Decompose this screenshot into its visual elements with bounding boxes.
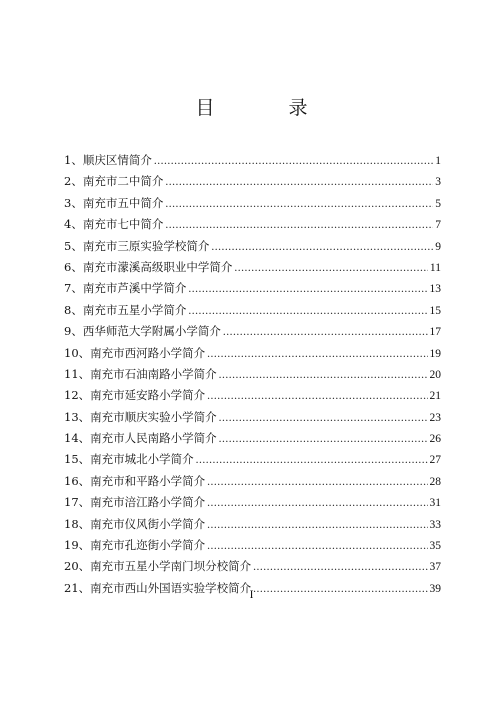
- toc-entry[interactable]: [64, 171, 441, 192]
- toc-entry-page: 19: [429, 347, 441, 360]
- toc-leader-dots: [219, 365, 428, 386]
- toc-entry[interactable]: [64, 236, 441, 257]
- toc-entry-label: 10、南充市西河路小学简介: [64, 345, 206, 360]
- toc-entry[interactable]: [64, 428, 441, 449]
- toc-entry-page: 9: [435, 240, 441, 253]
- toc-entry-page: 13: [429, 283, 441, 296]
- toc-entry-label: 18、南充市仪风街小学简介: [64, 516, 206, 531]
- toc-entry-label: 4、南充市七中简介: [64, 217, 164, 232]
- toc-leader-dots: [207, 386, 427, 407]
- toc-leader-dots: [207, 515, 427, 536]
- toc-entry-page: 31: [429, 497, 441, 510]
- toc-entry-label: 8、南充市五星小学简介: [64, 302, 187, 317]
- toc-entry-label: 12、南充市延安路小学简介: [64, 388, 206, 403]
- toc-leader-dots: [196, 450, 428, 471]
- toc-entry[interactable]: [64, 385, 441, 406]
- toc-entry-page: 27: [429, 454, 441, 467]
- toc-leader-dots: [188, 279, 427, 300]
- toc-entry-page: 17: [429, 326, 441, 339]
- toc-leader-dots: [211, 237, 433, 258]
- toc-leader-dots: [154, 151, 433, 172]
- toc-entry-label: 3、南充市五中简介: [64, 195, 164, 210]
- toc-entry[interactable]: [64, 257, 441, 278]
- toc-entry-label: 6、南充市濛溪高级职业中学简介: [64, 259, 233, 274]
- toc-entry[interactable]: [64, 535, 441, 556]
- toc-entry-label: 21、南充市西山外国语实验学校简介: [64, 580, 252, 595]
- toc-entry[interactable]: [64, 343, 441, 364]
- page-number: I: [249, 589, 254, 601]
- toc-leader-dots: [165, 215, 433, 236]
- toc-entry-page: 37: [429, 561, 441, 574]
- toc-entry-page: 26: [429, 433, 441, 446]
- toc-leader-dots: [219, 429, 428, 450]
- toc-entry[interactable]: [64, 278, 441, 299]
- toc-leader-dots: [165, 194, 433, 215]
- toc-leader-dots: [207, 344, 427, 365]
- toc-entry-label: 14、南充市人民南路小学简介: [64, 431, 217, 446]
- toc-entry-label: 7、南充市芦溪中学简介: [64, 281, 187, 296]
- toc-entry-page: 11: [429, 261, 441, 274]
- toc-entry-page: 5: [435, 197, 441, 210]
- toc-entry-label: 17、南充市涪江路小学简介: [64, 495, 206, 510]
- toc-leader-dots: [207, 493, 427, 514]
- page-title: 目 录: [195, 97, 342, 119]
- toc-entry[interactable]: [64, 214, 441, 235]
- toc-entry[interactable]: [64, 556, 441, 577]
- toc-leader-dots: [207, 536, 427, 557]
- toc-entry-label: 20、南充市五星小学南门坝分校简介: [64, 559, 252, 574]
- toc-entry[interactable]: [64, 300, 441, 321]
- toc-entry-page: 28: [429, 475, 441, 488]
- toc-entry[interactable]: [64, 492, 441, 513]
- toc-entry[interactable]: [64, 449, 441, 470]
- toc-entry-page: 7: [435, 219, 441, 232]
- toc-entry-label: 1、顺庆区情简介: [64, 153, 152, 167]
- toc-entry[interactable]: [64, 193, 441, 214]
- toc-entry-page: 20: [429, 368, 441, 381]
- toc-entry[interactable]: [64, 471, 441, 492]
- toc-entry-label: 9、西华师范大学附属小学简介: [64, 324, 221, 339]
- toc-entry-page: 23: [429, 411, 441, 424]
- toc-entry-label: 15、南充市城北小学简介: [64, 452, 194, 467]
- toc-entry-label: 16、南充市和平路小学简介: [64, 473, 206, 488]
- toc-entry-label: 11、南充市石油南路小学简介: [64, 366, 217, 381]
- toc-leader-dots: [165, 172, 433, 193]
- toc-entry-page: 3: [435, 176, 441, 189]
- toc-leader-dots: [188, 301, 427, 322]
- toc-entry[interactable]: [64, 514, 441, 535]
- toc-entry[interactable]: [64, 150, 441, 171]
- toc-entry-page: 35: [429, 540, 441, 553]
- toc-entry-label: 5、南充市三原实验学校简介: [64, 238, 210, 253]
- toc-entry-page: 39: [429, 582, 441, 595]
- toc-leader-dots: [223, 322, 428, 343]
- toc-leader-dots: [219, 408, 428, 429]
- toc-entry-page: 33: [429, 518, 441, 531]
- toc-entry-label: 2、南充市二中简介: [64, 174, 164, 189]
- toc-entry-page: 1: [435, 155, 441, 167]
- toc-entry-label: 13、南充市顺庆实验小学简介: [64, 409, 217, 424]
- toc-leader-dots: [234, 258, 428, 279]
- toc-entry-page: 21: [429, 390, 441, 403]
- toc-entry[interactable]: [64, 364, 441, 385]
- toc-entry[interactable]: [64, 407, 441, 428]
- toc-entry-page: 15: [429, 304, 441, 317]
- toc-leader-dots: [253, 557, 427, 578]
- table-of-contents: [64, 150, 441, 599]
- toc-entry-label: 19、南充市孔迩街小学简介: [64, 538, 206, 553]
- toc-entry[interactable]: [64, 321, 441, 342]
- toc-leader-dots: [207, 472, 427, 493]
